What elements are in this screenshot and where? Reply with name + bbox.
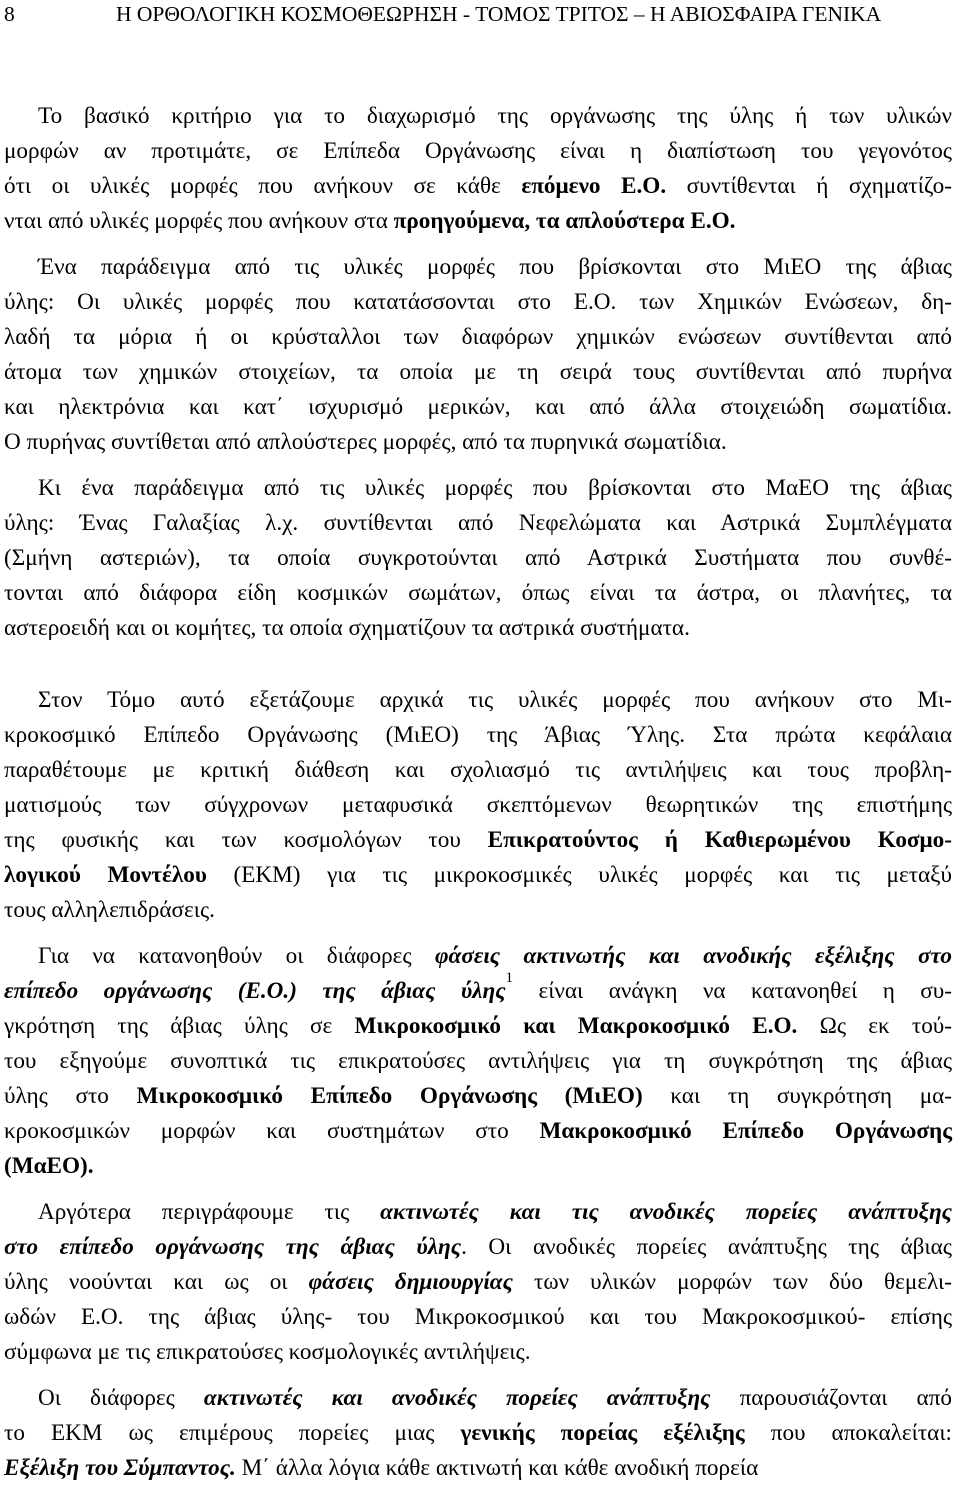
text-line	[4, 1114, 952, 1149]
text-run: γκρότηση της άβιας ύλης σε	[4, 1013, 355, 1039]
text-run: και ηλεκτρόνια και κατ΄ ισχυρισμό μερικών, και από άλλα στοιχειώδη σωματίδια.	[4, 394, 952, 420]
text-line	[4, 788, 952, 823]
text-run: Ο πυρήνας συντίθεται από απλούστερες μορφές, από τα πυρηνικά σωματίδια.	[4, 429, 727, 455]
text-line	[4, 506, 952, 541]
text-line	[4, 970, 953, 1009]
bold-text: προηγούμενα, τα απλούστερα Ε.Ο.	[393, 208, 736, 234]
bold-italic-text: ακτινωτές και τις ανοδικές πορείες ανάπτυξης	[380, 1199, 953, 1225]
text-line	[4, 893, 952, 928]
bold-italic-text: επίπεδο οργάνωσης (Ε.Ο.) της άβιας ύλης	[4, 978, 506, 1004]
text-run: είναι ανάγκη να κατανοηθεί η συ-	[513, 978, 953, 1004]
text-line	[4, 1009, 952, 1044]
text-run: παραθέτουμε με κριτική διάθεση και σχολιασμό τις αντιλήψεις και τους προβλη-	[4, 757, 952, 783]
text-line	[4, 1381, 952, 1416]
text-run: μορφών αν προτιμάτε, σε Επίπεδα Οργάνωσης είναι η διαπίστωση του γεγονότος	[4, 138, 952, 164]
document-body	[4, 99, 952, 1486]
text-run: (ΕΚΜ) για τις μικροκοσμικές υλικές μορφές και τις μεταξύ	[206, 862, 952, 888]
text-run: το ΕΚΜ ως επιμέρους πορείες μιας	[4, 1420, 461, 1446]
paragraph	[4, 683, 952, 928]
text-line	[4, 134, 952, 169]
text-run: Ως εκ τού-	[797, 1013, 952, 1039]
text-line	[4, 823, 952, 858]
text-run: σύμφωνα με τις επικρατούσες κοσμολογικές αντιλήψεις.	[4, 1339, 531, 1365]
text-run: Για να κατανοηθούν οι διάφορες	[38, 943, 435, 969]
text-line	[4, 1300, 952, 1335]
bold-text: Επικρατούντος ή Καθιερωμένου Κοσμο-	[487, 827, 952, 853]
text-run: αστεροειδή και οι κομήτες, τα οποία σχηματίζουν τα αστρικά συστήματα.	[4, 615, 690, 641]
text-run: Στον Τόμο αυτό εξετάζουμε αρχικά τις υλικές μορφές που ανήκουν στο Μι-	[38, 687, 952, 713]
text-run: συντίθενται ή σχηματίζο-	[666, 173, 952, 199]
text-line	[4, 683, 952, 718]
text-line	[4, 541, 952, 576]
text-line	[4, 1230, 952, 1265]
text-line	[4, 939, 952, 974]
text-line	[4, 355, 952, 390]
bold-text: Μακροκοσμικό Επίπεδο Οργάνωσης	[539, 1118, 952, 1144]
text-run: του εξηγούμε συνοπτικά τις επικρατούσες αντιλήψεις για τη συγκρότηση της άβιας	[4, 1048, 952, 1074]
text-run: ύλης: Ένας Γαλαξίας λ.χ. συντίθενται από Νεφελώματα και Αστρικά Συμπλέγματα	[4, 510, 952, 536]
text-line	[4, 611, 952, 646]
text-run: ματισμούς των σύγχρονων μεταφυσικά σκεπτόμενων θεωρητικών της επιστήμης	[4, 792, 952, 818]
bold-text: γενικής πορείας εξέλιξης	[460, 1420, 745, 1446]
text-line	[4, 99, 952, 134]
text-run: κροκοσμικών μορφών και συστημάτων στο	[4, 1118, 540, 1144]
text-line	[4, 285, 952, 320]
text-run: τους αλληλεπιδράσεις.	[4, 897, 215, 923]
text-line	[4, 753, 952, 788]
bold-italic-text: ακτινωτές και ανοδικές πορείες ανάπτυξης	[203, 1385, 711, 1411]
paragraph	[4, 1381, 952, 1486]
text-line	[4, 204, 952, 239]
text-line	[4, 1451, 952, 1486]
text-line	[4, 718, 952, 753]
text-line	[4, 169, 952, 204]
text-run: λαδή τα μόρια ή οι κρύσταλλοι των διαφόρων χημικών ενώσεων συντίθενται από	[4, 324, 952, 350]
text-run: ύλης στο	[4, 1083, 137, 1109]
text-run: ύλης νοούνται και ως οι	[4, 1269, 309, 1295]
footnote-ref: 1	[505, 970, 514, 986]
text-run: άτομα των χημικών στοιχείων, τα οποία με τη σειρά τους συντίθενται από πυρήνα	[4, 359, 952, 385]
text-run: παρουσιάζονται από	[710, 1385, 952, 1411]
text-line	[4, 471, 952, 506]
text-line	[4, 1416, 952, 1451]
text-line	[4, 250, 952, 285]
running-title: Η ΟΡΘΟΛΟΓΙΚΗ ΚΟΣΜΟΘΕΩΡΗΣΗ - ΤΟΜΟΣ ΤΡΙΤΟΣ – Η ΑΒΙΟΣΦΑΙΡΑ ΓΕΝΙΚΑ	[116, 2, 882, 26]
text-run: τονται από διάφορα είδη κοσμικών σωμάτων, όπως είναι τα άστρα, οι πλανήτες, τα	[4, 580, 952, 606]
paragraph	[4, 1195, 952, 1370]
text-run: κροκοσμικό Επίπεδο Οργάνωσης (ΜιΕΟ) της Άβιας Ύλης. Στα πρώτα κεφάλαια	[4, 722, 952, 748]
text-run: Οι διάφορες	[38, 1385, 204, 1411]
text-run: των υλικών μορφών των δύο θεμελι-	[512, 1269, 952, 1295]
paragraph	[4, 471, 952, 646]
bold-text: (ΜαΕΟ).	[4, 1153, 94, 1179]
text-line	[4, 1079, 952, 1114]
text-run: Αργότερα περιγράφουμε τις	[38, 1199, 381, 1225]
paragraph	[4, 939, 952, 1184]
text-run: Μ΄ άλλα λόγια κάθε ακτινωτή και κάθε ανοδική πορεία	[235, 1455, 759, 1481]
text-line	[4, 576, 952, 611]
text-line	[4, 1265, 952, 1300]
text-run: Κι ένα παράδειγμα από τις υλικές μορφές που βρίσκονται στο ΜαΕΟ της άβιας	[38, 475, 952, 501]
text-line	[4, 1044, 952, 1079]
bold-italic-text: φάσεις δημιουργίας	[308, 1269, 513, 1295]
paragraph	[4, 99, 952, 239]
text-line	[4, 390, 952, 425]
bold-text: Μικροκοσμικό Επίπεδο Οργάνωσης (ΜιΕΟ)	[136, 1083, 643, 1109]
text-run: Ένα παράδειγμα από τις υλικές μορφές που βρίσκονται στο ΜιΕΟ της άβιας	[38, 254, 952, 280]
text-line	[4, 425, 952, 460]
bold-text: Μικροκοσμικό και Μακροκοσμικό Ε.Ο.	[354, 1013, 798, 1039]
text-run: ωδών Ε.Ο. της άβιας ύλης- του Μικροκοσμικού και του Μακροκοσμικού- επίσης	[4, 1304, 952, 1330]
text-run: . Οι ανοδικές πορείες ανάπτυξης της άβιας	[461, 1234, 952, 1260]
text-line	[4, 1195, 952, 1230]
bold-italic-text: φάσεις ακτινωτής και ανοδικής εξέλιξης στο	[434, 943, 952, 969]
text-run: (Σμήνη αστεριών), τα οποία συγκροτούνται από Αστρικά Συστήματα που συνθέ-	[4, 545, 952, 571]
text-line	[4, 1149, 952, 1184]
text-run: Το βασικό κριτήριο για το διαχωρισμό της οργάνωσης της ύλης ή των υλικών	[38, 103, 952, 129]
bold-italic-text: στο επίπεδο οργάνωσης της άβιας ύλης	[4, 1234, 462, 1260]
bold-text: λογικού Μοντέλου	[4, 862, 207, 888]
bold-text: επόμενο Ε.Ο.	[521, 173, 667, 199]
text-run: και τη συγκρότηση μα-	[642, 1083, 952, 1109]
bold-italic-text: Εξέλιξη του Σύμπαντος.	[4, 1455, 236, 1481]
text-line	[4, 1335, 952, 1370]
page-number: 8	[4, 2, 15, 26]
text-line	[4, 320, 952, 355]
text-run: της φυσικής και των κοσμολόγων του	[4, 827, 488, 853]
text-run: που αποκαλείται:	[744, 1420, 952, 1446]
text-run: ύλης: Οι υλικές μορφές που κατατάσσονται στο Ε.Ο. των Χημικών Ενώσεων, δη-	[4, 289, 952, 315]
paragraph	[4, 250, 952, 460]
text-run: νται από υλικές μορφές που ανήκουν στα	[4, 208, 394, 234]
text-line	[4, 858, 952, 893]
text-run: ότι οι υλικές μορφές που ανήκουν σε κάθε	[4, 173, 522, 199]
